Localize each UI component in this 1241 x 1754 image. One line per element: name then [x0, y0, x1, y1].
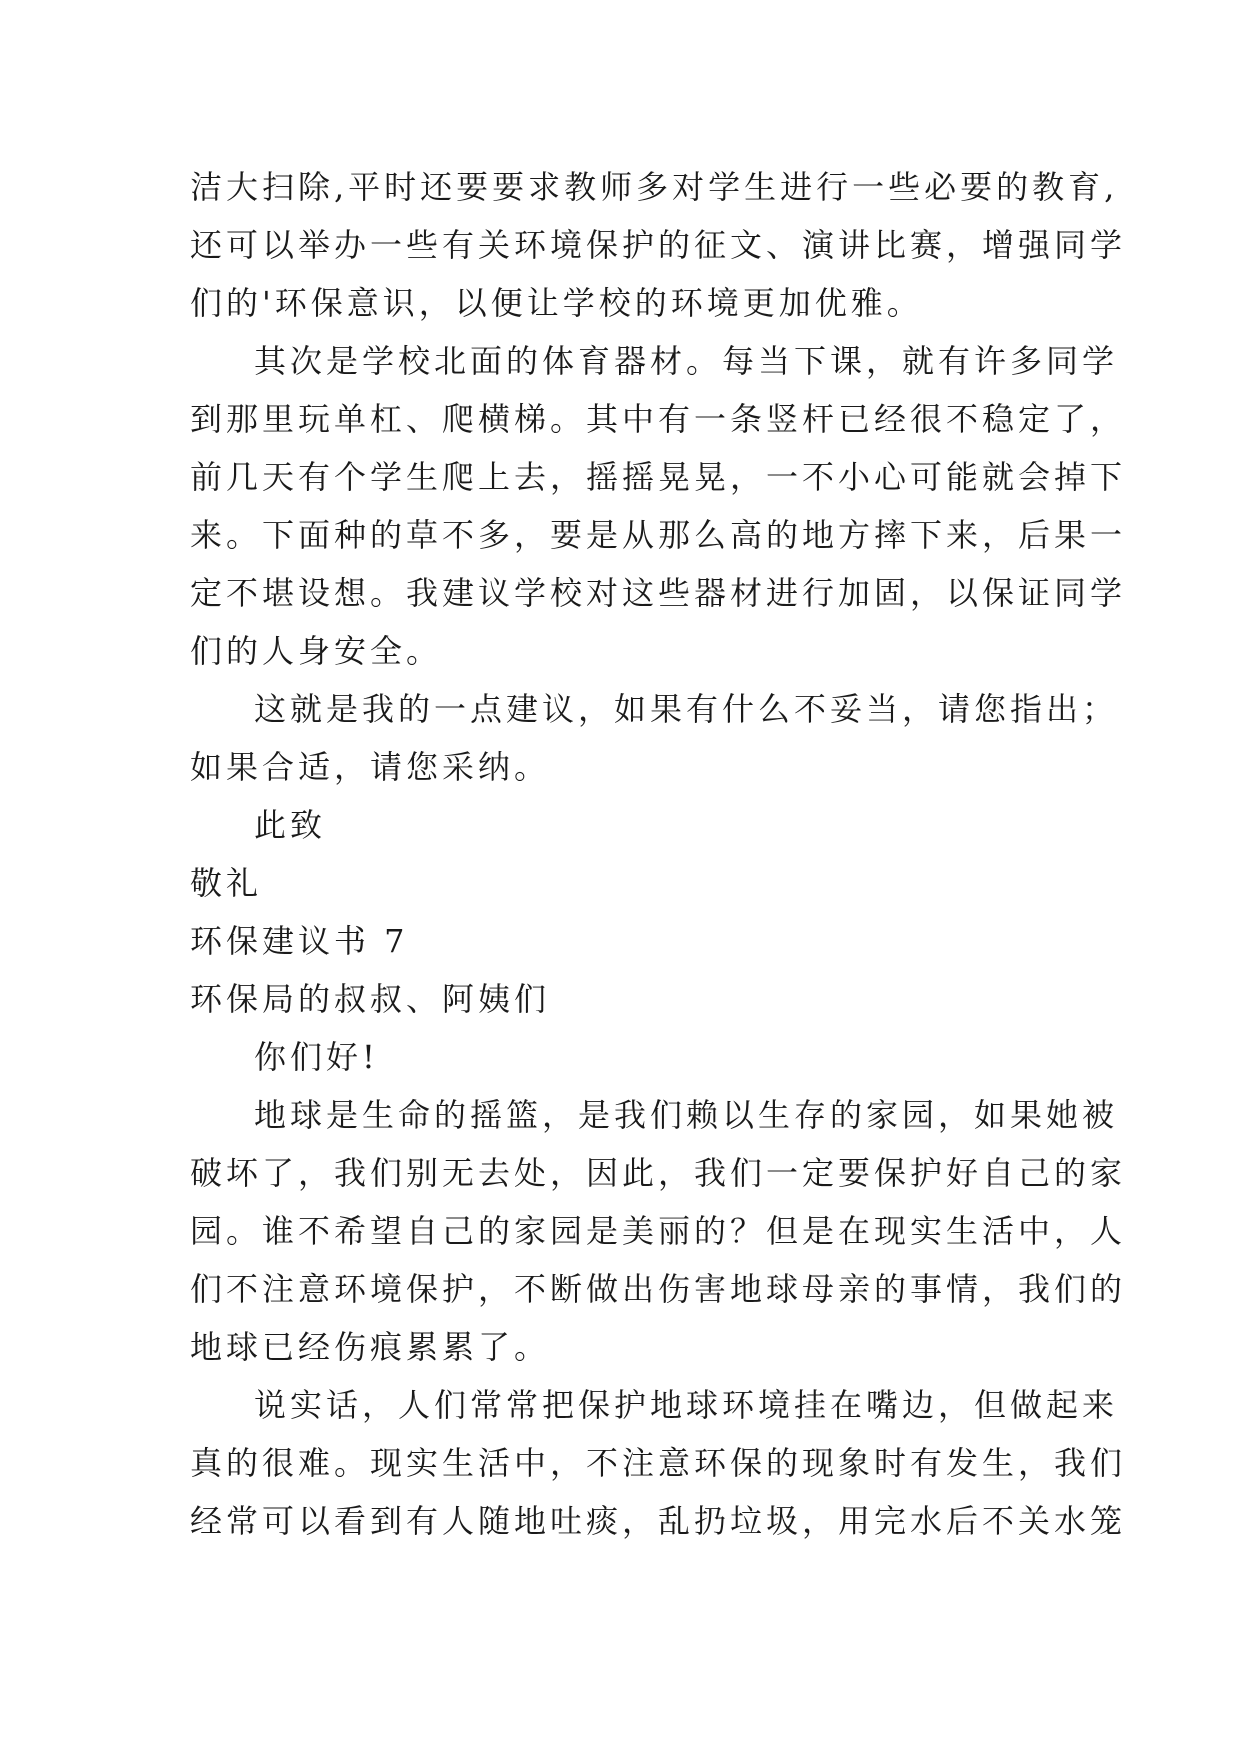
text-line: 前几天有个学生爬上去，摇摇晃晃，一不小心可能就会掉下	[190, 458, 1127, 496]
text-line: 来。下面种的草不多，要是从那么高的地方摔下来，后果一	[190, 516, 1127, 554]
text-line: 到那里玩单杠、爬横梯。其中有一条竖杆已经很不稳定了，	[190, 400, 1127, 438]
text-line: 此致	[254, 806, 327, 844]
text-line: 真的很难。现实生活中，不注意环保的现象时有发生，我们	[190, 1444, 1127, 1482]
text-line: 还可以举办一些有关环境保护的征文、演讲比赛，增强同学	[190, 226, 1127, 264]
text-line: 如果合适，请您采纳。	[190, 748, 551, 786]
text-line: 你们好!	[254, 1038, 379, 1076]
text-line: 这就是我的一点建议，如果有什么不妥当，请您指出；	[254, 690, 1119, 728]
text-line: 们的人身安全。	[190, 632, 443, 670]
text-line: 们不注意环境保护，不断做出伤害地球母亲的事情，我们的	[190, 1270, 1127, 1308]
text-line: 地球已经伤痕累累了。	[190, 1328, 551, 1366]
text-line: 环保局的叔叔、阿姨们	[190, 980, 551, 1018]
text-line: 经常可以看到有人随地吐痰，乱扔垃圾，用完水后不关水笼	[190, 1502, 1127, 1540]
text-line: 说实话，人们常常把保护地球环境挂在嘴边，但做起来	[254, 1386, 1119, 1424]
text-line: 地球是生命的摇篮，是我们赖以生存的家园，如果她被	[254, 1096, 1119, 1134]
text-line: 破坏了，我们别无去处，因此，我们一定要保护好自己的家	[190, 1154, 1127, 1192]
text-line: 园。谁不希望自己的家园是美丽的？但是在现实生活中，人	[190, 1212, 1127, 1250]
text-line: 其次是学校北面的体育器材。每当下课，就有许多同学	[254, 342, 1119, 380]
text-line: 们的'环保意识，以便让学校的环境更加优雅。	[190, 284, 923, 322]
text-line: 定不堪设想。我建议学校对这些器材进行加固，以保证同学	[190, 574, 1127, 612]
text-line: 洁大扫除,平时还要要求教师多对学生进行一些必要的教育,	[190, 168, 1119, 206]
text-line: 环保建议书 7	[190, 922, 409, 960]
text-line: 敬礼	[190, 864, 263, 902]
document-body	[190, 158, 1127, 1550]
